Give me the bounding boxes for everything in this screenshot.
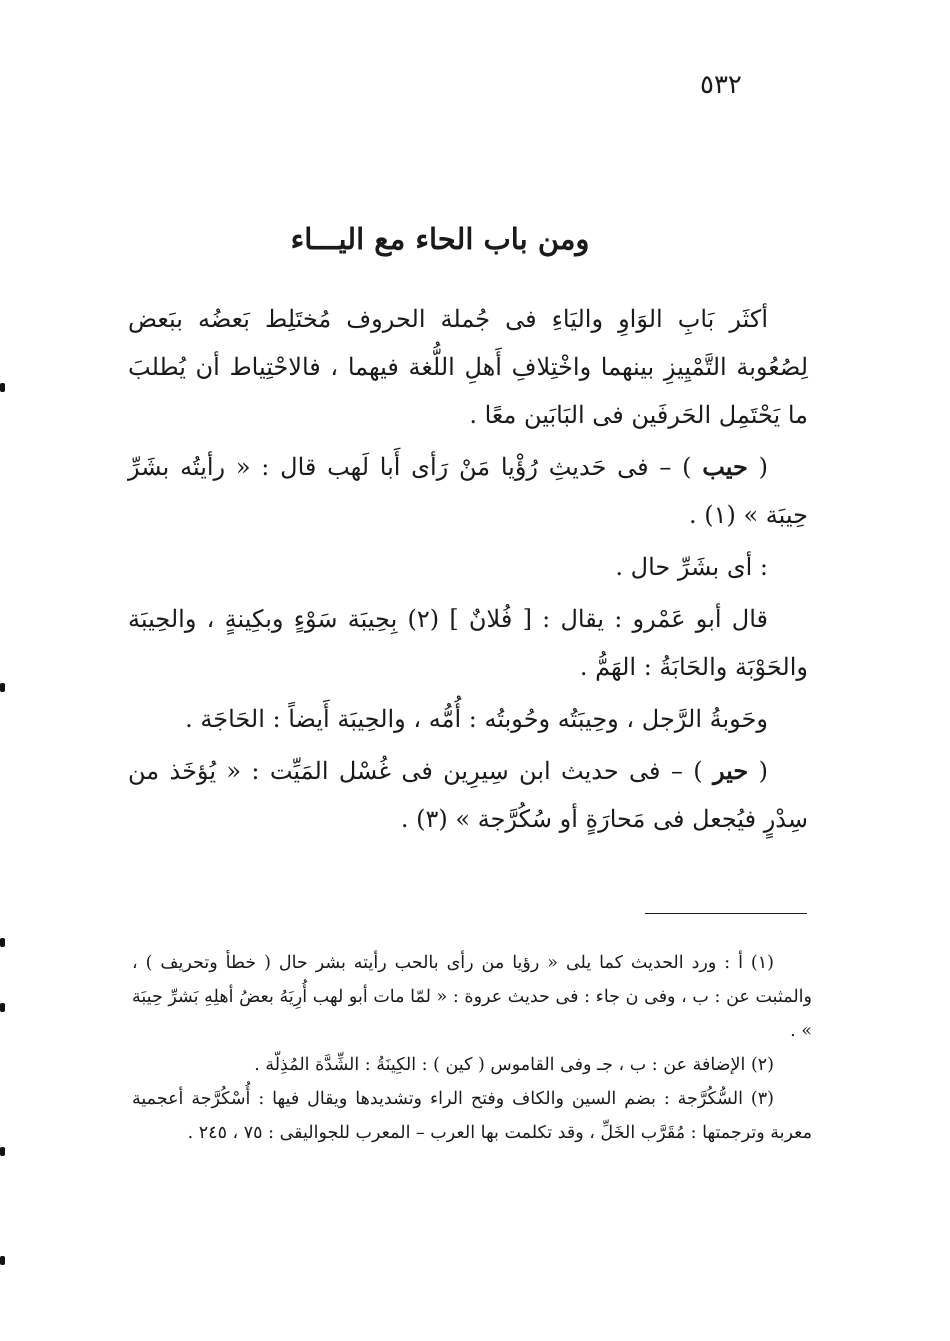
entry-hayr-text: ) – فى حديث ابن سِيرِين فى غُسْل المَيِّت : « يُؤخَذ: [169, 757, 713, 785]
footnotes: [132, 946, 812, 1150]
footnote-3: [132, 1082, 812, 1150]
page-number: ٥٣٢: [700, 70, 742, 100]
footnote-1-line-2: وتحريف ) ، والمثبت عن : ب ، وفى ن جاء : فى حديث عروة : « لمّا مات أبو لهب أُرِيَهُ: [132, 953, 812, 1007]
abu-amr-line-1: قال أبو عَمْرو : يقال : [ فُلانٌ ] (٢) بِحِيبَة سَوْءٍ وبكِينةٍ ،: [206, 605, 768, 633]
scan-margin-mark: [0, 1256, 5, 1265]
footnote-1-line-1: (١) أ : ورد الحديث كما يلى « رؤيا من رأى بالحب رأيته بشر حال ( خطأ: [225, 953, 774, 973]
intro-paragraph: [128, 295, 808, 439]
intro-line-2: لِصُعُوبة التَّمْيِيزِ بينهما واخْتِلافِ أَهلِ اللُّغة فيهما ، فالاحْتِياط أن يُطلبَ: [128, 353, 808, 381]
intro-line-3: ما يَحْتَمِل الحَرفَين فى البَابَين معًا .: [469, 401, 808, 429]
entry-habib-text: ) – فى حَديثِ رُؤْيا مَنْ رَأى أَبا لَهب قال : « رأيتُه: [180, 453, 703, 481]
abu-amr-quote: [128, 595, 808, 691]
entry-habib: [128, 443, 808, 539]
footnote-2: (٢) الإضافة عن : ب ، جـ وفى القاموس ( كين ) : الكِينَةُ : الشِّدَّة المُذِلّة .: [254, 1055, 774, 1075]
hawba-line-1: وحَوبةُ الرَّجل ، وحِيبَتُه وحُوبتُه : أُمُّه ، والحِيبَة أَيضاً :: [272, 705, 768, 733]
intro-line-1: أكثَر بَابِ الوَاوِ واليَاءِ فى جُملة الحروف مُختَلِط بَعضُه ببَعض: [128, 305, 768, 333]
footnote-1-line-3: بعضُ أهلِهِ بَشرِّ حِيبَة » .: [132, 987, 812, 1041]
scan-margin-mark: [0, 1003, 5, 1012]
scan-margin-mark: [0, 383, 5, 392]
hawba-paragraph: [128, 695, 808, 743]
scan-margin-mark: [0, 938, 5, 947]
entry-hayr-headword: حير: [712, 756, 749, 785]
chapter-title: ومن باب الحاء مع اليـــاء: [290, 222, 590, 256]
footnote-3-line-2: أُسْكُرَّجة أعجمية معربة وترجمتها : مُقَرَّب الخَلِّ ، وقد تكلمت بها العرب – المعرب: [132, 1089, 812, 1143]
scan-margin-mark: [0, 1147, 5, 1156]
entry-hayr-text-cont: من سِدْرٍ فيُجعل فى مَحارَةٍ أو سُكُرَّجة » (٣) .: [128, 757, 808, 833]
gloss-paragraph: : أى بشَرِّ حال .: [615, 553, 768, 581]
entry-hayr: [128, 747, 808, 843]
entry-habib-text-cont: بشَرِّ حِيبَة » (١) .: [128, 453, 808, 529]
entry-habib-open-paren: (: [747, 453, 768, 481]
abu-amr-line-2: والحِيبَة والحَوْبَة والحَابَةُ : الهَمُّ .: [128, 605, 808, 681]
footnote-1: [132, 946, 812, 1048]
hawba-line-2: الحَاجَة .: [185, 705, 265, 733]
footnote-3-line-3: للجواليقى : ٧٥ ، ٢٤٥ .: [187, 1123, 350, 1143]
main-text: [128, 295, 808, 843]
footnote-divider: [645, 913, 807, 914]
entry-hayr-open-paren: (: [748, 757, 768, 785]
footnote-3-line-1: (٣) السُّكُرَّجة : بضم السين والكاف وفتح الراء وتشديدها ويقال فيها :: [258, 1089, 774, 1109]
entry-habib-headword: حيب: [702, 452, 748, 481]
scan-margin-mark: [0, 683, 5, 692]
